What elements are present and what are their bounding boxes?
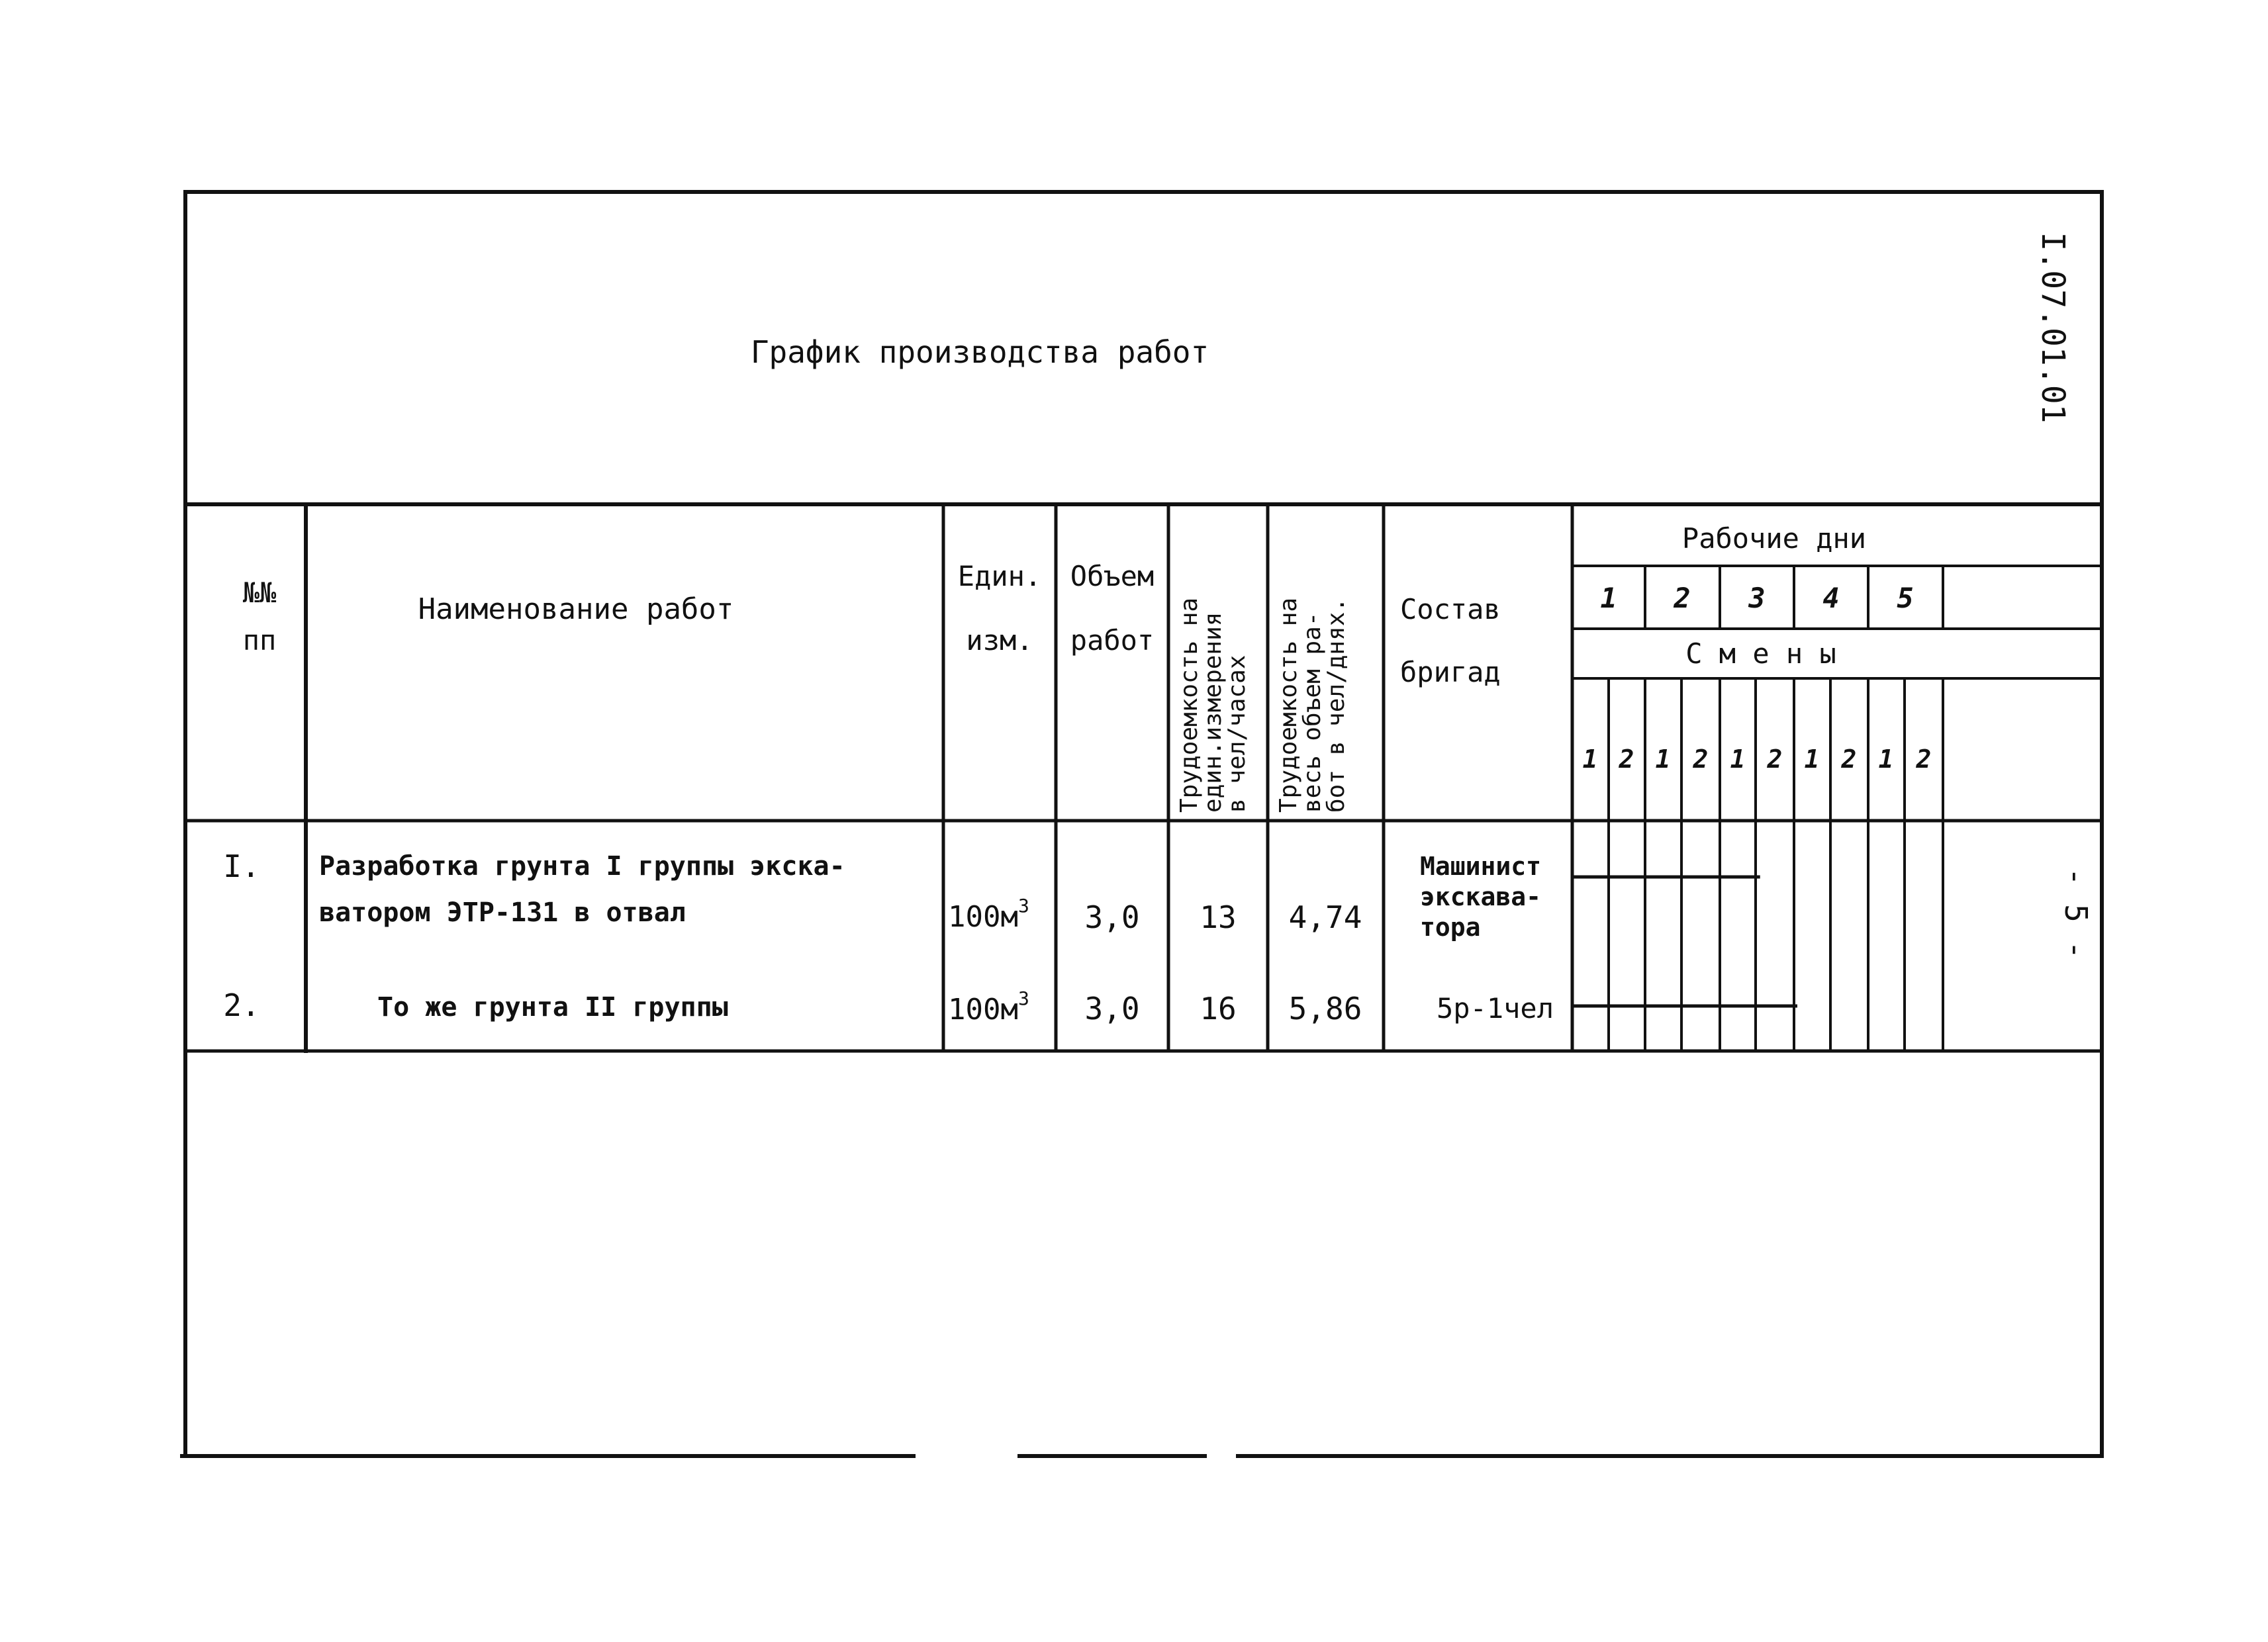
header-shift-6: 2 — [1767, 745, 1783, 774]
header-day-3: 3 — [1748, 582, 1766, 614]
header-unit-line2: изм. — [966, 624, 1033, 657]
table-row — [223, 848, 1758, 942]
row1-num: I. — [223, 848, 260, 884]
row2-unit: $100м^3$ — [948, 987, 1029, 1026]
row2-crew: 5р-1чел — [1437, 992, 1554, 1025]
header-shift-4: 2 — [1693, 745, 1709, 774]
header-shift-7: 1 — [1804, 745, 1820, 774]
row2-name-line1: То же грунта II группы — [377, 992, 728, 1023]
header-shift-9: 1 — [1878, 745, 1894, 774]
header-num-line1: №№ — [242, 576, 277, 609]
row1-labor-total: 4,74 — [1288, 899, 1362, 935]
header-working-days: Рабочие дни — [1681, 522, 1867, 555]
header-shift-1: 1 — [1582, 745, 1598, 774]
header-num-line2: пп — [242, 624, 277, 657]
header-labor-unit-line1: Трудоемкость на — [1176, 597, 1203, 813]
header-volume-line2: работ — [1070, 624, 1155, 657]
row1-volume: 3,0 — [1084, 899, 1140, 935]
row1-crew-line3: тора — [1420, 913, 1481, 942]
header-shift-2: 2 — [1619, 745, 1634, 774]
header-shift-8: 2 — [1841, 745, 1857, 774]
header-day-2: 2 — [1674, 582, 1691, 614]
header-labor-total-line3: бот в чел/днях. — [1323, 597, 1350, 813]
header-labor-total-line1: Трудоемкость на — [1275, 597, 1302, 813]
header-volume-line1: Объем — [1070, 560, 1155, 592]
row2-volume: 3,0 — [1084, 991, 1140, 1026]
header-day-4: 4 — [1822, 582, 1840, 614]
row1-crew-line1: Машинист — [1420, 852, 1542, 881]
row1-unit: $100м^3$ — [948, 895, 1029, 934]
header-crew-line2: бригад — [1400, 656, 1501, 688]
row1-labor-unit: 13 — [1200, 899, 1237, 935]
header-labor-unit-line2: един.измерения — [1200, 612, 1227, 813]
outer-frame — [182, 192, 2102, 1456]
row1-name-line1: Разработка грунта I группы экска- — [319, 851, 845, 882]
header-day-5: 5 — [1897, 582, 1914, 614]
header-labor-total-line2: весь объем ра- — [1299, 612, 1326, 813]
table-row — [223, 987, 1795, 1026]
header-day-1: 1 — [1600, 582, 1617, 614]
document-title: График производства работ — [750, 334, 1209, 370]
header-name: Наименование работ — [418, 592, 734, 626]
header-crew-line1: Состав — [1400, 593, 1501, 625]
row2-num: 2. — [223, 987, 260, 1023]
header-shift-3: 1 — [1655, 745, 1671, 774]
row2-labor-total: 5,86 — [1288, 991, 1362, 1026]
row1-unit-superscript: 3 — [1017, 895, 1029, 917]
row1-name-line2: ватором ЭТР-131 в отвал — [319, 897, 686, 928]
header-shift-5: 1 — [1730, 745, 1746, 774]
row1-crew-line2: экскава- — [1420, 882, 1542, 911]
row2-labor-unit: 16 — [1200, 991, 1237, 1026]
header-unit-line1: Един. — [957, 560, 1042, 592]
row2-unit-superscript: 3 — [1017, 987, 1029, 1009]
header-shift-10: 2 — [1916, 745, 1932, 774]
page-number: - 5 - — [2058, 867, 2094, 960]
header-labor-unit-line3: в чел/часах — [1223, 655, 1251, 813]
document-code: I.07.01.01 — [2034, 232, 2071, 424]
header-shifts: С м е н ы — [1685, 637, 1836, 670]
